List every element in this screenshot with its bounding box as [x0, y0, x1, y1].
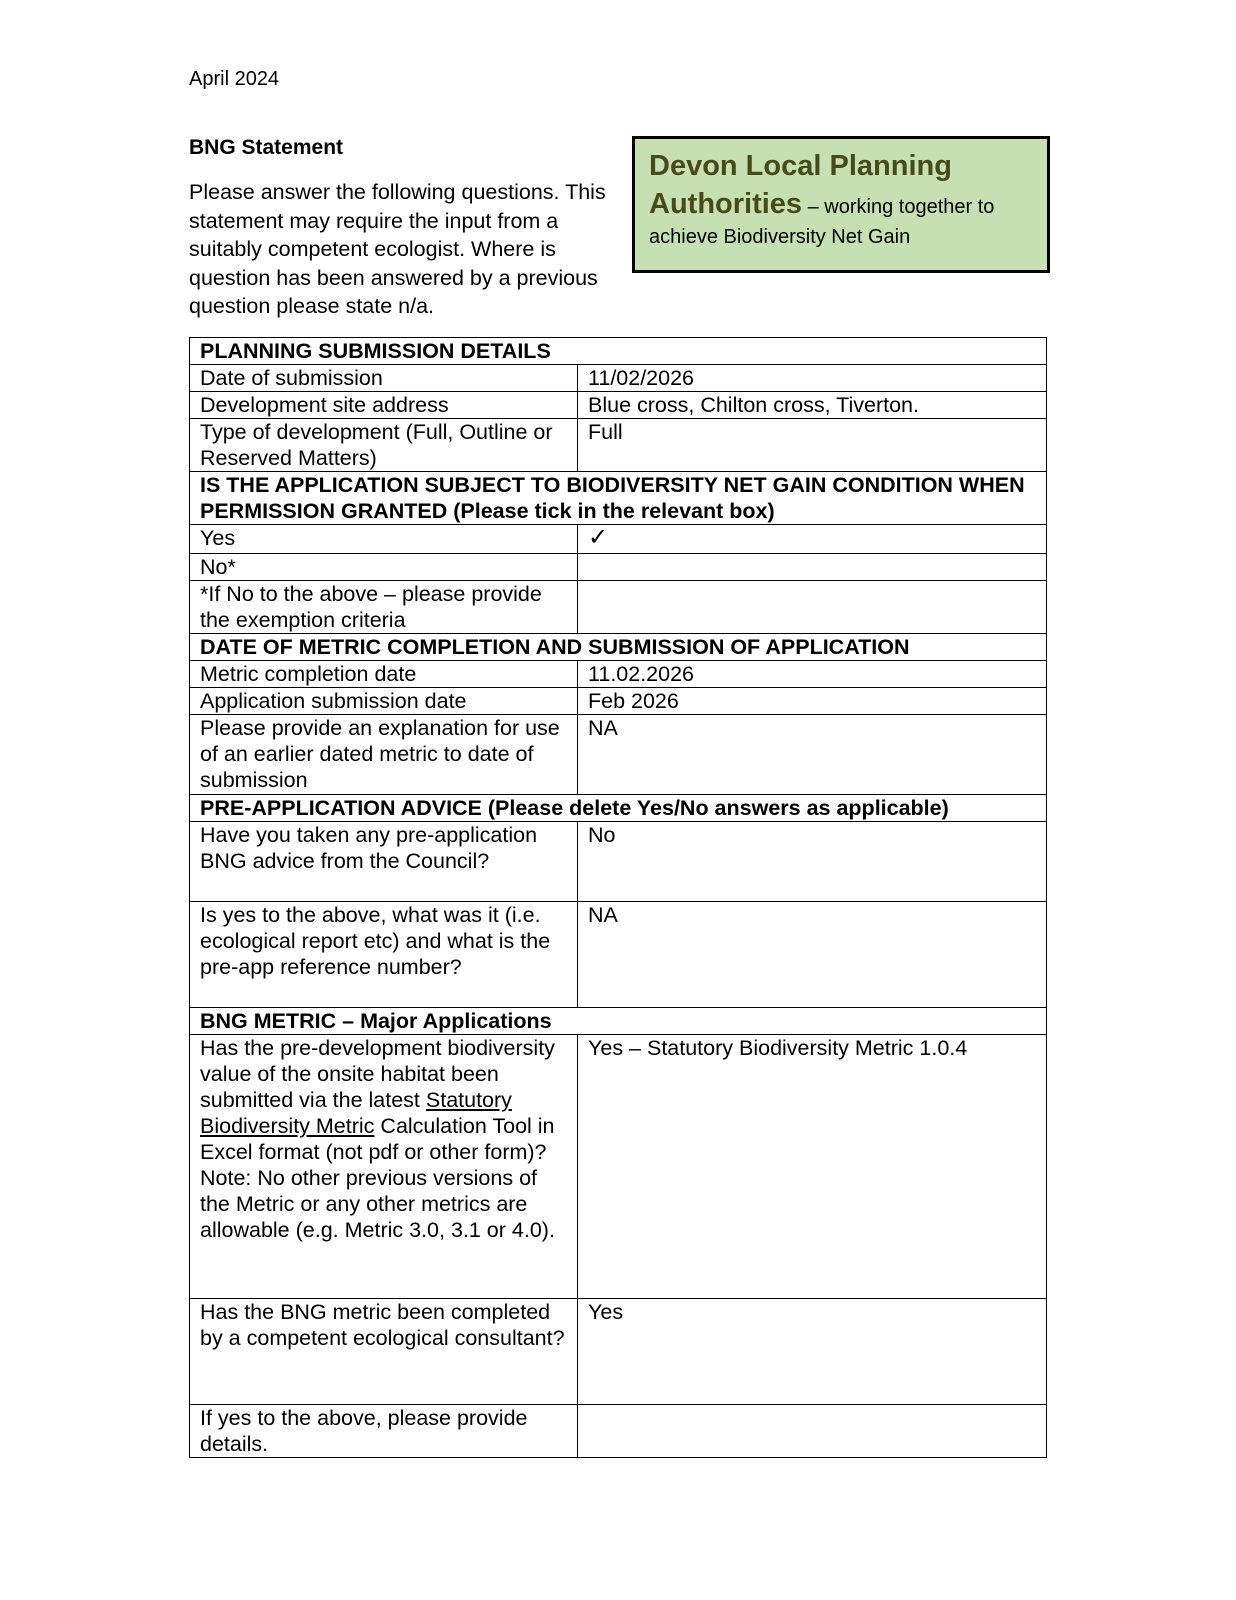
document-title: BNG Statement: [189, 136, 344, 159]
application-submission-label: Application submission date: [190, 688, 578, 715]
predevelopment-value-answer[interactable]: Yes – Statutory Biodiversity Metric 1.0.4: [578, 1035, 1047, 1299]
lpa-banner-line2-big: Authorities: [649, 188, 803, 220]
lpa-banner-line2: [649, 185, 1033, 223]
earlier-metric-explanation-label: Please provide an explanation for use of an earlier dated metric to date of submission: [190, 715, 578, 795]
preapp-reference-label: Is yes to the above, what was it (i.e. ecological report etc) and what is the pre-app reference number?: [190, 902, 578, 1008]
section-header-metric-date: DATE OF METRIC COMPLETION AND SUBMISSION OF APPLICATION: [190, 634, 1047, 661]
lpa-banner-line3: achieve Biodiversity Net Gain: [649, 226, 911, 248]
site-address-label: Development site address: [190, 392, 578, 419]
preapp-advice-value[interactable]: No: [578, 822, 1047, 902]
condition-yes-tick[interactable]: ✓: [578, 525, 1047, 554]
predevelopment-value-label-b: Calculation Tool in Excel format (not pdf or other form)? Note: No other previous versions of the Metric or any other metrics are allowable (e.g. Metric 3.0, 3.1 or 4.0).: [200, 1114, 555, 1242]
development-type-value[interactable]: Full: [578, 419, 1047, 472]
condition-yes-label: Yes: [190, 525, 578, 554]
intro-paragraph: Please answer the following questions. This statement may require the input from a suitably competent ecologist. Where is question has been answered by a previous question please state n/a.: [189, 180, 606, 318]
lpa-banner: [632, 136, 1050, 273]
preapp-reference-value[interactable]: NA: [578, 902, 1047, 1008]
condition-no-label: No*: [190, 554, 578, 581]
section-header-planning: PLANNING SUBMISSION DETAILS: [190, 338, 1047, 365]
metric-completion-value[interactable]: 11.02.2026: [578, 661, 1047, 688]
competent-consultant-value[interactable]: Yes: [578, 1299, 1047, 1405]
lpa-banner-line2-small: – working together to: [802, 196, 995, 218]
competent-consultant-label: Has the BNG metric been completed by a competent ecological consultant?: [190, 1299, 578, 1405]
section-header-preapp: PRE-APPLICATION ADVICE (Please delete Yes/No answers as applicable): [190, 795, 1047, 822]
document-date: April 2024: [189, 68, 280, 90]
consultant-details-label: If yes to the above, please provide details.: [190, 1405, 578, 1458]
statutory-metric-link[interactable]: Statutory Biodiversity Metric: [200, 1088, 512, 1138]
earlier-metric-explanation-value[interactable]: NA: [578, 715, 1047, 795]
condition-no-tick[interactable]: [578, 554, 1047, 581]
date-of-submission-value[interactable]: 11/02/2026: [578, 365, 1047, 392]
lpa-banner-line1: Devon Local Planning: [649, 150, 952, 182]
predevelopment-value-label-a: Has the pre-development biodiversity value of the onsite habitat been submitted via the latest: [200, 1036, 555, 1112]
site-address-value[interactable]: Blue cross, Chilton cross, Tiverton.: [578, 392, 1047, 419]
date-of-submission-label: Date of submission: [190, 365, 578, 392]
metric-completion-label: Metric completion date: [190, 661, 578, 688]
section-header-major: BNG METRIC – Major Applications: [190, 1008, 1047, 1035]
application-submission-value[interactable]: Feb 2026: [578, 688, 1047, 715]
development-type-label: Type of development (Full, Outline or Reserved Matters): [190, 419, 578, 472]
preapp-advice-label: Have you taken any pre-application BNG advice from the Council?: [190, 822, 578, 902]
predevelopment-value-label: [190, 1035, 578, 1299]
bng-statement-form: [189, 337, 1047, 1458]
exemption-criteria-label: *If No to the above – please provide the exemption criteria: [190, 581, 578, 634]
consultant-details-value[interactable]: [578, 1405, 1047, 1458]
exemption-criteria-value[interactable]: [578, 581, 1047, 634]
section-header-condition: IS THE APPLICATION SUBJECT TO BIODIVERSITY NET GAIN CONDITION WHEN PERMISSION GRANTED (Please tick in the relevant box): [190, 472, 1047, 525]
